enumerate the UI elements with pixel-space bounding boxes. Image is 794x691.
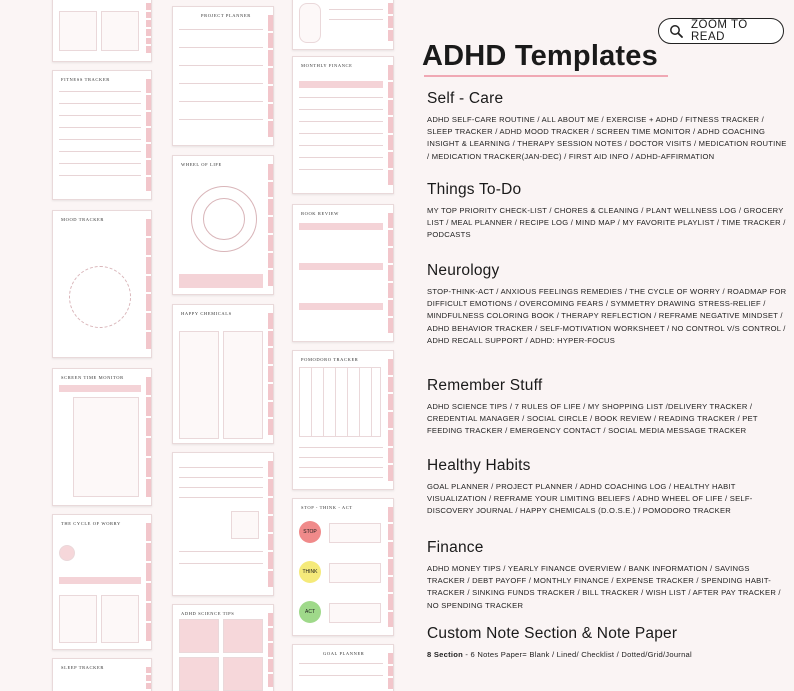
stop-circle: STOP	[299, 521, 321, 543]
zoom-label: ZOOM TO READ	[691, 19, 748, 43]
thumbnail-title: SLEEP TRACKER	[61, 665, 104, 670]
template-thumbnail	[172, 6, 274, 146]
template-thumbnail	[292, 498, 394, 636]
section-body: GOAL PLANNER / PROJECT PLANNER / ADHD COACHING LOG / HEALTHY HABIT VISUALIZATION / REFRAME YOUR LIMITING BELIEFS / ADHD WHEEL OF LIFE / SELF-DISCOVERY JOURNAL / HAPPY CHEMICALS (D.O.S.E.) / POMODORO TRACKER	[427, 482, 753, 516]
template-thumbnail	[52, 210, 152, 358]
template-thumbnail	[292, 204, 394, 342]
template-thumbnail	[52, 70, 152, 200]
content-panel	[412, 0, 794, 691]
thumbnail-title: GOAL PLANNER	[323, 651, 365, 656]
template-thumbnail	[172, 304, 274, 444]
section-heading: Neurology	[427, 262, 500, 279]
section-body: ADHD SCIENCE TIPS / 7 RULES OF LIFE / MY SHOPPING LIST /DELIVERY TRACKER / CREDENTIAL MANAGER / SOCIAL CIRCLE / BOOK REVIEW / READING TRACKER / PET FEEDING TRACKER / EMERGENCY CONTACT / SOCIAL MEDIA MESSAGE TRACKER	[427, 402, 758, 436]
thumbnail-title: SCREEN TIME MONITOR	[61, 375, 124, 380]
thumbnail-title: STOP - THINK - ACT	[301, 505, 353, 510]
section-body: ADHD SELF-CARE ROUTINE / ALL ABOUT ME / EXERCISE + ADHD / FITNESS TRACKER / SLEEP TRACKER / ADHD MOOD TRACKER / SCREEN TIME MONITOR / ADHD COACHING INSIGHT & LEARNING / THERAPY SESSION NOTES / DOCTOR VISITS / MEDICATION ROUTINE / MEDICATION TRACKER(JAN-DEC) / FIRST AID INFO / ADHD-AFFIRMATION	[427, 115, 787, 161]
section-body: ADHD MONEY TIPS / YEARLY FINANCE OVERVIEW / BANK INFORMATION / SAVINGS TRACKER / DEBT PAYOFF / MONTHLY FINANCE / EXPENSE TRACKER / SPENDING HABIT-TRACKER / SINKING FUNDS TRACKER / BILL TRACKER / WISH LIST / AFTER PAY TRACKER / NO SPENDING TRACKER	[427, 564, 781, 610]
template-thumbnail	[52, 0, 152, 62]
section-heading: Healthy Habits	[427, 457, 531, 474]
thumbnail-title: HAPPY CHEMICALS	[181, 311, 232, 316]
template-thumbnail	[52, 658, 152, 691]
section-count: 8 Section	[427, 650, 464, 659]
thumbnail-title: POMODORO TRACKER	[301, 357, 359, 362]
thumbnail-title: THE CYCLE OF WORRY	[61, 521, 121, 526]
template-thumbnail	[292, 350, 394, 490]
template-thumbnail	[52, 514, 152, 650]
section-heading: Finance	[427, 539, 484, 556]
section-body: STOP-THINK-ACT / ANXIOUS FEELINGS REMEDIES / THE CYCLE OF WORRY / ROADMAP FOR DIFFICULT EMOTIONS / OVERCOMING FEARS / SYMMETRY DRAWING STRESS-RELIEF / MINDFULNESS COLORING BOOK / THERAPY REFLECTION / REFRAME NEGATIVE MINDSET / ADHD BEHAVIOR TRACKER / SELF-MOTIVATION WORKSHEET / NO CONTROL V/S CONTROL / ADHD RECALL SUPPORT / ADHD: HYPER-FOCUS	[427, 287, 787, 345]
page-title: ADHD Templates	[422, 40, 658, 72]
section-heading: Remember Stuff	[427, 377, 543, 394]
notes-paper-list: - 6 Notes Paper= Blank / Lined/ Checklist / Dotted/Grid/Journal	[463, 650, 692, 659]
section-neurology	[427, 262, 787, 347]
section-heading: Custom Note Section & Note Paper	[427, 625, 678, 642]
magnifier-icon	[669, 24, 683, 38]
zoom-to-read-badge	[658, 18, 784, 44]
template-thumbnail	[172, 452, 274, 596]
template-thumbnail	[292, 644, 394, 691]
thumbnail-title: ADHD SCIENCE TIPS	[181, 611, 235, 616]
section-self-care	[427, 90, 787, 163]
think-circle: THINK	[299, 561, 321, 583]
template-thumbnail	[292, 0, 394, 50]
thumbnail-title: MONTHLY FINANCE	[301, 63, 353, 68]
template-thumbnail	[292, 56, 394, 194]
act-circle: ACT	[299, 601, 321, 623]
template-thumbnail	[52, 368, 152, 506]
thumbnail-title: PROJECT PLANNER	[201, 13, 251, 18]
thumbnail-title: BOOK REVIEW	[301, 211, 339, 216]
section-heading: Self - Care	[427, 90, 504, 107]
thumbnail-title: WHEEL OF LIFE	[181, 162, 222, 167]
section-finance	[427, 539, 787, 612]
section-body: MY TOP PRIORITY CHECK-LIST / CHORES & CLEANING / PLANT WELLNESS LOG / GROCERY LIST / MEAL PLANNER / RECIPE LOG / MIND MAP / MY FAVORITE PLAYLIST / TIME TRACKER / PODCASTS	[427, 206, 786, 240]
section-things-to-do	[427, 181, 787, 242]
thumbnail-title: MOOD TRACKER	[61, 217, 104, 222]
section-body	[427, 649, 787, 661]
template-thumbnail	[172, 604, 274, 691]
template-thumbnail	[172, 155, 274, 295]
thumbnail-title: FITNESS TRACKER	[61, 77, 110, 82]
section-remember-stuff	[427, 377, 787, 438]
section-custom-notes	[427, 625, 787, 661]
section-healthy-habits	[427, 457, 787, 518]
title-underline	[424, 75, 668, 77]
section-heading: Things To-Do	[427, 181, 522, 198]
